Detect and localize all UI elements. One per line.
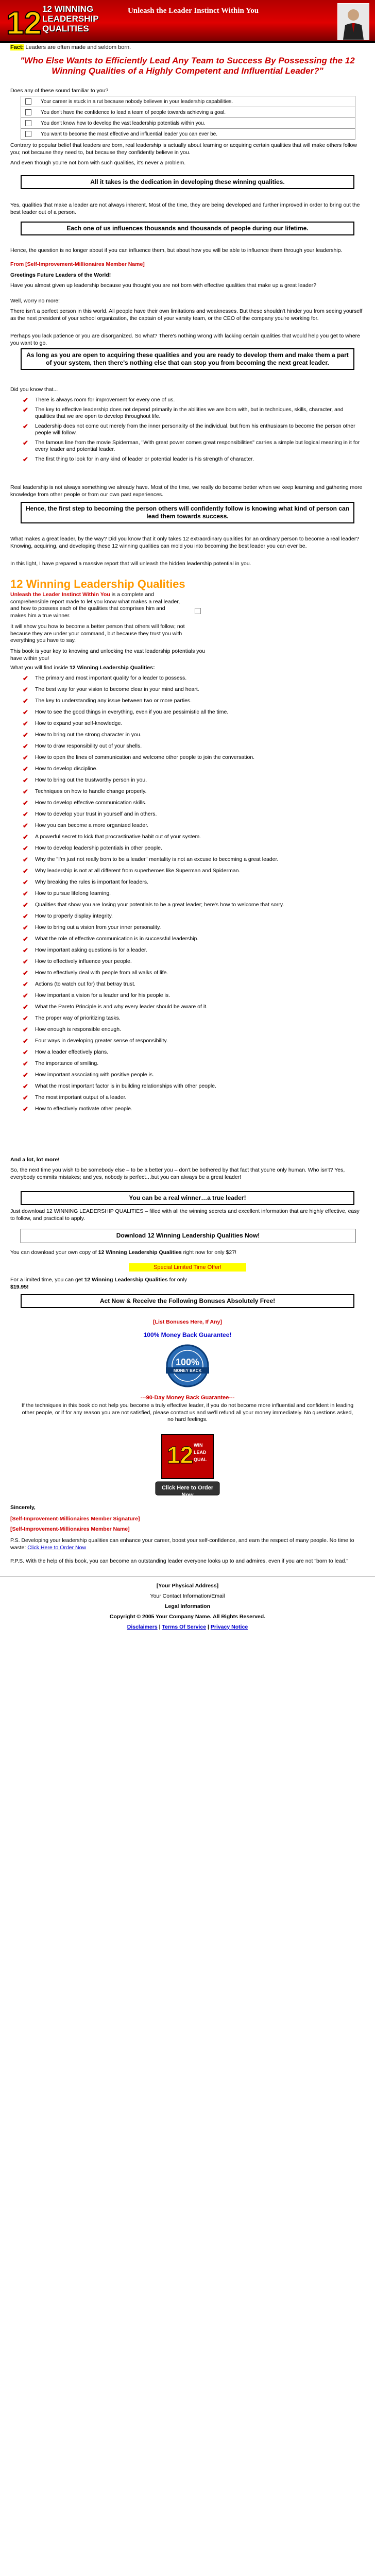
- list-item: [21, 766, 361, 772]
- list-item: [21, 970, 361, 976]
- list-text: How to see the good things in everything, even if you are pessimistic all the time.: [35, 709, 229, 715]
- paragraph: Hence, the question is no longer about if you can influence them, but about how you will be able to influence them through your leadership.: [10, 247, 343, 253]
- svg-text:12: 12: [167, 1442, 194, 1468]
- list-text: How enough is responsible enough.: [35, 1026, 121, 1032]
- fact-text: Leaders are often made and seldom born.: [24, 44, 131, 50]
- facts-list: [21, 397, 361, 466]
- list-text: A powerful secret to kick that procrastinative habit out of your system.: [35, 834, 201, 840]
- privacy-link[interactable]: Privacy Notice: [210, 1624, 248, 1630]
- checkmark-icon: ✔: [23, 686, 28, 693]
- checkmark-icon: ✔: [23, 1060, 28, 1067]
- checkmark-icon: ✔: [23, 992, 28, 999]
- list-text: How important a vision for a leader and for his people is.: [35, 992, 171, 998]
- list-text: Leadership does not come out merely from the inner personality of the individual, but from his enthusiasm to become the person other people will follow.: [35, 423, 355, 436]
- list-item: [21, 1094, 361, 1101]
- list-text: How a leader effectively plans.: [35, 1049, 109, 1055]
- checkmark-icon: ✔: [23, 422, 28, 430]
- fact-label: Fact:: [10, 44, 24, 50]
- checkmark-icon: ✔: [23, 867, 28, 875]
- find-inside-pre: What you will find inside: [10, 665, 70, 671]
- pps-line: P.P.S. With the help of this book, you can become an outstanding leader everyone looks up to and admires, even if you are not "born to lead.": [10, 1558, 349, 1564]
- checkmark-icon: ✔: [23, 969, 28, 977]
- order-button-label[interactable]: Click Here to Order Now: [161, 1485, 214, 1499]
- list-item: [21, 675, 361, 682]
- list-text: How important asking questions is for a leader.: [35, 947, 147, 953]
- list-text: How to bring out the trustworthy person in you.: [35, 777, 147, 783]
- list-item: [21, 1015, 361, 1022]
- logo-line-2: LEADERSHIP: [42, 14, 99, 24]
- member-name: [Self-Improvement-Millionaires Member Name]: [10, 1526, 130, 1532]
- familiar-item: [21, 118, 355, 129]
- list-item: [21, 1106, 361, 1112]
- header-tagline: Unleash the Leader Instinct Within You: [127, 7, 259, 15]
- familiar-text: You want to become the most effective and influential leader you can ever be.: [41, 131, 217, 137]
- paragraph: And even though you're not born with such qualities, it's never a problem.: [10, 160, 186, 166]
- list-item: [21, 1038, 361, 1044]
- list-text: The most important output of a leader.: [35, 1094, 127, 1100]
- person-icon: [338, 4, 369, 40]
- checkmark-icon: ✔: [23, 776, 28, 784]
- checkmark-icon: ✔: [23, 1105, 28, 1113]
- list-item: [21, 936, 361, 942]
- checkmark-icon: ✔: [23, 396, 28, 404]
- offer-pre: For a limited time, you can get: [10, 1277, 84, 1283]
- disclaimers-link[interactable]: Disclaimers: [127, 1624, 158, 1630]
- list-text: How to effectively deal with people from all walks of life.: [35, 970, 168, 976]
- list-item: [21, 1004, 361, 1010]
- checkmark-icon: ✔: [23, 708, 28, 716]
- list-text: How to effectively influence your people.: [35, 958, 132, 964]
- list-text: How to develop leadership potentials in other people.: [35, 845, 162, 851]
- section-subtitle: Unleash the Leader Instinct Within You: [10, 591, 110, 598]
- sincerely: Sincerely,: [10, 1504, 36, 1511]
- svg-text:QUAL: QUAL: [194, 1457, 207, 1462]
- list-text: How to develop your trust in yourself and in others.: [35, 811, 157, 817]
- list-item: [21, 709, 361, 716]
- checkmark-icon: ✔: [23, 731, 28, 739]
- offer-post: for only: [167, 1277, 187, 1283]
- logo-line-1: 12 WINNING: [42, 4, 94, 14]
- list-text: The first thing to look for in any kind of leader or potential leader is his strength of character.: [35, 456, 254, 462]
- find-inside: [10, 665, 365, 672]
- section-desc: is a complete and comprehensible report made to let you know what makes a real leader, and how to possess each of the qualities that comprises him and makes him a true winner.: [10, 591, 180, 619]
- paragraph: Have you almost given up leadership because you thought you are not born with effective qualities that make up a great leader?: [10, 282, 317, 289]
- logo: [4, 3, 102, 38]
- terms-link[interactable]: Terms Of Service: [162, 1624, 207, 1630]
- checkmark-icon: ✔: [23, 958, 28, 965]
- download-bar[interactable]: Download 12 Winning Leadership Qualities Now!: [21, 1229, 355, 1243]
- special-offer-badge: Special Limited Time Offer!: [129, 1263, 246, 1272]
- offer-price: $19.95!: [10, 1283, 29, 1290]
- checkmark-icon: ✔: [23, 1082, 28, 1090]
- paragraph: Perhaps you lack patience or you are disorganized. So what? There's nothing wrong with lacking certain qualities that would help you get to where you want to go.: [10, 333, 360, 346]
- checkmark-icon: ✔: [23, 946, 28, 954]
- checkmark-icon: ✔: [23, 890, 28, 897]
- guarantee-heading: ---90-Day Money Back Guarantee---: [140, 1395, 235, 1401]
- list-item: [21, 1049, 361, 1056]
- checkmark-icon: ✔: [23, 439, 28, 447]
- signature: [Self-Improvement-Millionaires Member Signature]: [10, 1516, 140, 1522]
- checkmark-icon: ✔: [23, 674, 28, 682]
- list-item: [21, 822, 361, 829]
- list-item: [21, 958, 361, 965]
- checkmark-icon: ✔: [23, 455, 28, 463]
- checkmark-icon: ✔: [23, 980, 28, 988]
- list-text: The primary and most important quality for a leader to possess.: [35, 675, 187, 681]
- from-line: From [Self-Improvement-Millionaires Member Name]: [10, 261, 145, 267]
- checkmark-icon: ✔: [23, 720, 28, 727]
- familiar-text: Your career is stuck in a rut because nobody believes in your leadership capabilities.: [41, 98, 233, 105]
- paragraph: Real leadership is not always something we already have. Most of the time, we really do become better when we keep learning and gathering more knowledge from other people or from our own past experiences.: [10, 484, 363, 498]
- list-text: How to effectively motivate other people.: [35, 1106, 132, 1112]
- offer-bold: 12 Winning Leadership Qualities: [84, 1277, 168, 1283]
- callout-box: Hence, the first step to becoming the person others will confidently follow is knowing what kind of person can lead them towards success.: [21, 502, 354, 523]
- list-item: [21, 743, 361, 750]
- portrait-image: [337, 3, 369, 40]
- list-item: [21, 686, 361, 693]
- checkmark-icon: ✔: [23, 765, 28, 773]
- list-item: [21, 439, 361, 453]
- list-item: [21, 856, 361, 863]
- list-item: [21, 754, 361, 761]
- checkmark-icon: ✔: [23, 912, 28, 920]
- callout-box: As long as you are open to acquiring these qualities and you are ready to develop them and make them a part of your system, then there's nothing else that can stop you from becoming the next great leader.: [21, 348, 354, 370]
- headline: "Who Else Wants to Efficiently Lead Any Team to Success By Possessing the 12 Winning Qualities of a Highly Competent and Influential Leader?": [20, 56, 355, 76]
- list-item: [21, 698, 361, 704]
- list-item: [21, 800, 361, 806]
- paragraph: What makes a great leader, by the way? Did you know that it only takes 12 extraordinary qualities for an ordinary person to become a real leader? Knowing, acquiring, and developing these 12 winning qualities can mold you into becoming the best leader you can ever be.: [10, 536, 360, 549]
- list-text: Techniques on how to handle change properly.: [35, 788, 147, 794]
- list-item: [21, 879, 361, 886]
- checkmark-icon: ✔: [23, 697, 28, 705]
- paragraph: Yes, qualities that make a leader are not always inherent. Most of the time, they are being developed and further improved in order to bring out the best leader out of a person.: [10, 202, 360, 215]
- list-text: Why breaking the rules is important for leaders.: [35, 879, 149, 885]
- paragraph: Well, worry no more!: [10, 298, 60, 304]
- familiar-checklist: [21, 96, 355, 140]
- list-item: [21, 732, 361, 738]
- list-item: [21, 902, 361, 908]
- paragraph: Just download 12 WINNING LEADERSHIP QUALITIES – filled with all the winning secrets and excellent information that are highly effective, easy to follow, and practical to apply.: [10, 1208, 360, 1222]
- benefits-list: [21, 675, 361, 1117]
- list-text: How important associating with positive people is.: [35, 1072, 155, 1078]
- offer-line: [10, 1277, 365, 1291]
- and-more: And a lot, lot more!: [10, 1157, 60, 1163]
- ps-line: [10, 1537, 365, 1551]
- address: [Your Physical Address]: [156, 1583, 219, 1589]
- list-item: [21, 981, 361, 988]
- list-text: How to bring out a vision from your inner personality.: [35, 924, 161, 930]
- list-text: Why the "I'm just not really born to be a leader" mentality is not an excuse to becoming a great leader.: [35, 856, 279, 862]
- list-item: [21, 868, 361, 874]
- list-item: [21, 423, 361, 436]
- familiar-item: [21, 96, 355, 107]
- list-text: How to draw responsibility out of your shells.: [35, 743, 142, 749]
- checkmark-icon: ✔: [23, 901, 28, 909]
- list-item: [21, 1026, 361, 1033]
- list-text: How to develop discipline.: [35, 766, 98, 772]
- copyright-line: Copyright © 2005 Your Company Name. All Rights Reserved.: [109, 1614, 266, 1620]
- callout-box: Each one of us influences thousands and thousands of people during our lifetime.: [21, 222, 354, 235]
- seal-icon: [162, 1343, 213, 1389]
- paragraph: There isn't a perfect person in this world. All people have their own limitations and weaknesses. But these shouldn't hinder you from seeing yourself as the next president of your school organization, the captain of your varsity team, or the CEO of the company you're working for.: [10, 308, 363, 321]
- seal-text: 100%: [175, 1357, 200, 1367]
- price-post: right now for only $27!: [181, 1249, 236, 1256]
- paragraph: This book is your key to knowing and unlocking the vast leadership potentials you have within you!: [10, 648, 206, 662]
- checkmark-icon: ✔: [23, 810, 28, 818]
- find-inside-bold: 12 Winning Leadership Qualities:: [69, 665, 155, 671]
- list-item: [21, 834, 361, 840]
- list-item: [21, 924, 361, 931]
- checkmark-icon: ✔: [23, 924, 28, 931]
- list-item: [21, 845, 361, 852]
- svg-text:12: 12: [6, 6, 42, 38]
- price-bold: 12 Winning Leadership Qualities: [98, 1249, 182, 1256]
- list-text: The proper way of prioritizing tasks.: [35, 1015, 121, 1021]
- svg-text:WIN: WIN: [194, 1443, 203, 1448]
- list-item: [21, 1060, 361, 1067]
- ps-text: P.S. Developing your leadership qualities can enhance your career, boost your self-confidence, and earn the respect of many people. No time to waste:: [10, 1537, 354, 1551]
- price-pre: You can download your own copy of: [10, 1249, 98, 1256]
- bonus-callout: Act Now & Receive the Following Bonuses Absolutely Free!: [21, 1294, 354, 1308]
- list-item: [21, 720, 361, 727]
- did-you-know: Did you know that...: [10, 386, 58, 393]
- list-item: [21, 947, 361, 954]
- list-text: How to develop effective communication skills.: [35, 800, 147, 806]
- list-item: [21, 890, 361, 897]
- list-text: How to expand your self-knowledge.: [35, 720, 123, 726]
- checkmark-icon: ✔: [23, 878, 28, 886]
- list-text: The key to understanding any issue between two or more parties.: [35, 698, 192, 704]
- order-button-image[interactable]: [151, 1432, 224, 1499]
- list-text: What the role of effective communication is in successful leadership.: [35, 936, 199, 942]
- checkbox[interactable]: [25, 131, 31, 137]
- list-item: [21, 811, 361, 818]
- svg-text:LEAD: LEAD: [194, 1450, 207, 1455]
- list-text: Four ways in developing greater sense of responsibility.: [35, 1038, 168, 1044]
- callout-box: All it takes is the dedication in developing these winning qualities.: [21, 175, 354, 189]
- checkmark-icon: ✔: [23, 856, 28, 863]
- list-item: [21, 992, 361, 999]
- list-item: [21, 406, 361, 420]
- checkbox[interactable]: [25, 109, 31, 115]
- checkmark-icon: ✔: [23, 822, 28, 829]
- checkmark-icon: ✔: [23, 1048, 28, 1056]
- money-back-title: 100% Money Back Guarantee!: [143, 1331, 232, 1338]
- list-item: [21, 788, 361, 795]
- paragraph: In this light, I have prepared a massive report that will unleash the hidden leadership potential in you.: [10, 561, 251, 567]
- guarantee-text: If the techniques in this book do not help you become a truly effective leader, if you do not become more influential and confident in leading other people, or if for any reason you are not satisfied, please contact us and we'll refund all your money immediately. No questions asked, no hard feelings.: [21, 1402, 354, 1423]
- list-text: Qualities that show you are losing your potentials to be a great leader; here's how to welcome that sorry.: [35, 902, 284, 908]
- checkbox[interactable]: [25, 120, 31, 126]
- paragraph: So, the next time you wish to be somebody else – to be a better you – don't be bothered by that fact that you're only human. Who isn't? Yes, everybody commits mistakes; and yes, nobody is perfect…but you can always be a great leader!: [10, 1167, 345, 1180]
- seal-subtext: MONEY BACK: [173, 1368, 202, 1373]
- checkmark-icon: ✔: [23, 935, 28, 943]
- list-item: [21, 1072, 361, 1078]
- checkmark-icon: ✔: [23, 1037, 28, 1045]
- list-item: [21, 913, 361, 920]
- list-text: The famous line from the movie Spiderman, "With great power comes great responsibilities" carries a simple but logical meaning in it for every leader and potential leader.: [35, 439, 360, 452]
- list-text: The importance of smiling.: [35, 1060, 99, 1066]
- section-title: [10, 577, 185, 592]
- legal-links: Disclaimers | Terms Of Service | Privacy Notice: [127, 1624, 248, 1630]
- checkmark-icon: ✔: [23, 799, 28, 807]
- list-item: [21, 397, 361, 403]
- checkmark-icon: ✔: [23, 1014, 28, 1022]
- fact-line: [10, 44, 131, 51]
- logo-line-3: QUALITIES: [42, 24, 89, 33]
- image-placeholder: [195, 608, 201, 614]
- list-text: Why leadership is not at all different from superheroes like Superman and Spiderman.: [35, 868, 241, 874]
- guarantee-seal: [162, 1343, 213, 1389]
- callout-box: You can be a real winner…a true leader!: [21, 1191, 354, 1205]
- list-text: The key to effective leadership does not depend primarily in the abilities we are born with, but in techniques, skills, character, and qualities that we are open to develop throughout life.: [35, 406, 344, 419]
- list-item: [21, 777, 361, 784]
- list-text: Actions (to watch out for) that betray trust.: [35, 981, 135, 987]
- list-text: How to open the lines of communication and welcome other people to join the conversation.: [35, 754, 255, 760]
- list-text: What the Pareto Principle is and why every leader should be aware of it.: [35, 1004, 208, 1010]
- checkmark-icon: ✔: [23, 833, 28, 841]
- checkmark-icon: ✔: [23, 788, 28, 795]
- checkmark-icon: ✔: [23, 742, 28, 750]
- checkbox[interactable]: [25, 98, 31, 105]
- section-title-text: 12 Winning Leadership Qualities: [10, 578, 185, 590]
- checkmark-icon: ✔: [23, 406, 28, 414]
- bonus-list: [List Bonuses Here, If Any]: [153, 1319, 222, 1325]
- list-item: [21, 1083, 361, 1090]
- familiar-text: You don't have the confidence to lead a team of people towards achieving a goal.: [41, 109, 226, 115]
- list-item: [21, 456, 361, 463]
- contact: Your Contact Information/Email: [150, 1593, 225, 1599]
- header-banner: [0, 0, 375, 43]
- checkmark-icon: ✔: [23, 1003, 28, 1011]
- familiar-text: You don't know how to develop the vast leadership potentials within you.: [41, 120, 206, 126]
- list-text: The best way for your vision to become clear in your mind and heart.: [35, 686, 199, 692]
- legal-title: Legal Information: [164, 1603, 211, 1609]
- checkmark-icon: ✔: [23, 844, 28, 852]
- order-link[interactable]: Click Here to Order Now: [27, 1544, 87, 1551]
- greeting: Greetings Future Leaders of the World!: [10, 272, 111, 278]
- checkmark-icon: ✔: [23, 754, 28, 761]
- checkmark-icon: ✔: [23, 1026, 28, 1033]
- section-intro: [10, 591, 180, 620]
- checkmark-icon: ✔: [23, 1071, 28, 1079]
- familiar-item: [21, 129, 355, 139]
- intro-question: Does any of these sound familiar to you?: [10, 88, 109, 94]
- price-line: [10, 1249, 365, 1257]
- paragraph: Contrary to popular belief that leaders are born, real leadership is actually about learning or acquiring certain qualities that will make others follow you; not because they need to, but because they confidently believe in you.: [10, 142, 357, 156]
- checkmark-icon: ✔: [23, 1094, 28, 1101]
- list-text: There is always room for improvement for every one of us.: [35, 397, 175, 403]
- list-text: How to properly display integrity.: [35, 913, 113, 919]
- list-text: How you can become a more organized leader.: [35, 822, 149, 828]
- list-text: What the most important factor is in building relationships with other people.: [35, 1083, 216, 1089]
- list-text: How to bring out the strong character in you.: [35, 732, 142, 738]
- paragraph: It will show you how to become a better person that others will follow; not because they are under your command, but because they trust you with everything you have to say.: [10, 623, 185, 644]
- familiar-item: [21, 107, 355, 118]
- list-text: How to pursue lifelong learning.: [35, 890, 111, 896]
